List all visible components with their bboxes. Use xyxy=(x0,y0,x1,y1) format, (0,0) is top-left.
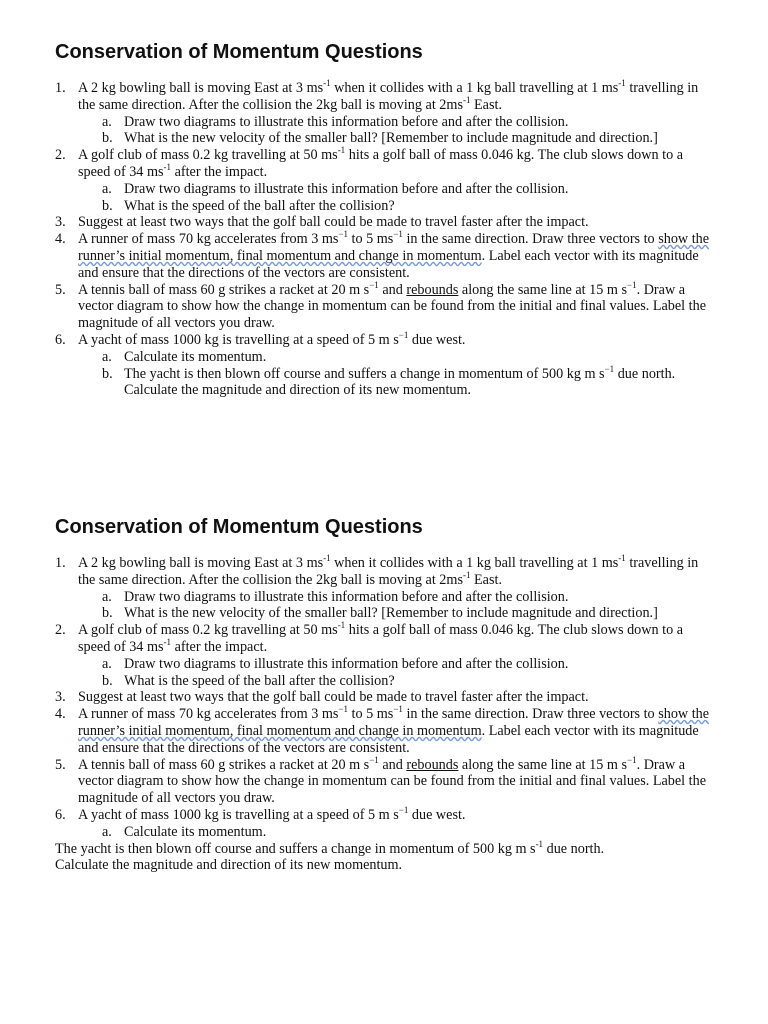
superscript: −1 xyxy=(604,363,615,374)
question-2 xyxy=(0,622,768,656)
question-text: A 2 kg bowling ball is moving East at 3 ms xyxy=(78,80,324,96)
question-text: to 5 ms xyxy=(348,231,394,248)
paragraph-text: The yacht is then blown off course and suffers a change in momentum of 500 kg m s xyxy=(55,840,536,857)
question-2b xyxy=(0,673,768,690)
question-text: hits a golf ball of mass 0.046 kg. The club slows down to a speed of 34 ms xyxy=(78,622,684,655)
question-1 xyxy=(0,80,768,114)
question-text: travelling in the same direction. After the collision the 2kg ball is moving at 2ms xyxy=(78,555,699,588)
question-text: A runner of mass 70 kg accelerates from 3 ms xyxy=(78,706,339,723)
question-5 xyxy=(0,279,768,332)
question-number: 5. xyxy=(55,281,66,298)
superscript: −1 xyxy=(369,754,379,765)
paragraph-text: due north. xyxy=(543,840,605,857)
question-text: after the impact. xyxy=(171,638,268,655)
question-4 xyxy=(0,231,768,281)
question-text: and xyxy=(378,756,407,773)
question-list xyxy=(0,555,768,874)
subquestion-letter: b. xyxy=(102,605,113,622)
subquestion-letter: b. xyxy=(102,197,113,214)
question-3 xyxy=(0,689,768,706)
subquestion-letter: a. xyxy=(102,113,112,130)
flagged-text: show the runner’s initial momentum, final momentum and change in momentum xyxy=(78,706,710,739)
question-2 xyxy=(0,147,768,181)
question-1a xyxy=(0,114,768,131)
question-2a xyxy=(0,656,768,673)
worksheet-title: Conservation of Momentum Questions xyxy=(55,516,423,538)
superscript: -1 xyxy=(462,569,471,580)
question-text: . Draw a vector diagram to show how the change in momentum can be found from the initial and final values. Label the magnitude of all vectors you draw. xyxy=(78,756,707,807)
subquestion-letter: b. xyxy=(102,365,113,382)
superscript: -1 xyxy=(462,94,471,105)
subquestion-letter: a. xyxy=(102,655,112,672)
worksheet-title: Conservation of Momentum Questions xyxy=(55,41,423,63)
subquestion-text: What is the new velocity of the smaller ball? [Remember to include magnitude and direction.] xyxy=(124,605,658,622)
superscript: -1 xyxy=(337,145,346,156)
question-text: Suggest at least two ways that the golf ball could be made to travel faster after the impact. xyxy=(78,214,589,231)
question-1b xyxy=(0,605,768,622)
subquestion-text: What is the speed of the ball after the collision? xyxy=(124,672,395,689)
question-number: 6. xyxy=(55,331,66,348)
question-text: A yacht of mass 1000 kg is travelling at a speed of 5 m s xyxy=(78,331,399,348)
question-6b xyxy=(0,363,768,400)
superscript: -1 xyxy=(323,78,331,88)
question-text: along the same line at 15 m s xyxy=(458,756,628,773)
question-text: due west. xyxy=(408,331,466,348)
question-text: Suggest at least two ways that the golf ball could be made to travel faster after the impact. xyxy=(78,689,589,706)
question-number: 4. xyxy=(55,231,66,248)
question-text: travelling in the same direction. After the collision the 2kg ball is moving at 2ms xyxy=(78,80,699,113)
question-1b xyxy=(0,130,768,147)
question-text: . Label each vector with its magnitude and ensure that the directions of the vectors are consistent. xyxy=(78,722,699,756)
superscript: −1 xyxy=(393,704,403,715)
superscript: −1 xyxy=(627,754,637,765)
question-2a xyxy=(0,181,768,198)
question-1 xyxy=(0,555,768,589)
subquestion-letter: b. xyxy=(102,672,113,689)
question-text: A tennis ball of mass 60 g strikes a racket at 20 m s xyxy=(78,756,370,773)
superscript: −1 xyxy=(398,804,409,815)
question-text: to 5 ms xyxy=(348,706,394,723)
question-2b xyxy=(0,198,768,215)
superscript: −1 xyxy=(398,329,409,340)
subquestion-text: Draw two diagrams to illustrate this information before and after the collision. xyxy=(124,655,569,672)
question-text: A runner of mass 70 kg accelerates from 3 ms xyxy=(78,231,339,248)
question-6a xyxy=(0,824,768,841)
subquestion-text: Calculate its momentum. xyxy=(124,823,267,840)
question-5 xyxy=(0,754,768,807)
question-text: along the same line at 15 m s xyxy=(458,281,628,298)
superscript: -1 xyxy=(618,553,626,563)
superscript: -1 xyxy=(163,161,172,172)
question-number: 5. xyxy=(55,756,66,773)
question-text: in the same direction. Draw three vectors to xyxy=(402,706,659,723)
subquestion-text: The yacht is then blown off course and suffers a change in momentum of 500 kg m s xyxy=(124,365,605,382)
question-list xyxy=(0,80,768,399)
question-3 xyxy=(0,214,768,231)
subquestion-text: Draw two diagrams to illustrate this information before and after the collision. xyxy=(124,588,569,605)
subquestion-text: What is the new velocity of the smaller ball? [Remember to include magnitude and direction.] xyxy=(124,130,658,147)
question-number: 4. xyxy=(55,706,66,723)
superscript: −1 xyxy=(393,229,403,240)
question-text: A tennis ball of mass 60 g strikes a racket at 20 m s xyxy=(78,281,370,298)
subquestion-letter: b. xyxy=(102,130,113,147)
question-text: A yacht of mass 1000 kg is travelling at a speed of 5 m s xyxy=(78,806,399,823)
question-text: East. xyxy=(470,96,502,113)
question-6a xyxy=(0,349,768,366)
superscript: −1 xyxy=(338,229,348,240)
question-text: A golf club of mass 0.2 kg travelling at 50 ms xyxy=(78,147,338,164)
subquestion-text: What is the speed of the ball after the collision? xyxy=(124,197,395,214)
paragraph-text: Calculate the magnitude and direction of its new momentum. xyxy=(55,857,403,874)
question-text: East. xyxy=(470,571,502,588)
superscript: -1 xyxy=(618,78,626,88)
question-text: A 2 kg bowling ball is moving East at 3 ms xyxy=(78,555,324,571)
question-text: after the impact. xyxy=(171,163,268,180)
underlined-word: rebounds xyxy=(406,756,459,773)
question-text: in the same direction. Draw three vectors to xyxy=(402,231,659,248)
question-text: hits a golf ball of mass 0.046 kg. The club slows down to a speed of 34 ms xyxy=(78,147,684,180)
trailing-paragraph xyxy=(0,838,768,875)
underlined-word: rebounds xyxy=(406,281,459,298)
question-number: 2. xyxy=(55,622,66,639)
superscript: −1 xyxy=(627,279,637,290)
question-text: . Draw a vector diagram to show how the change in momentum can be found from the initial and final values. Label the magnitude of all vectors you draw. xyxy=(78,281,707,332)
flagged-text: show the runner’s initial momentum, final momentum and change in momentum xyxy=(78,231,710,264)
question-6 xyxy=(0,329,768,349)
subquestion-text: Calculate its momentum. xyxy=(124,348,267,365)
superscript: -1 xyxy=(323,553,331,563)
superscript: -1 xyxy=(337,620,346,631)
superscript: −1 xyxy=(338,704,348,715)
question-6 xyxy=(0,804,768,824)
question-number: 6. xyxy=(55,806,66,823)
question-text: . Label each vector with its magnitude and ensure that the directions of the vectors are consistent. xyxy=(78,247,699,281)
subquestion-letter: a. xyxy=(102,823,112,840)
superscript: -1 xyxy=(535,838,544,849)
question-1a xyxy=(0,589,768,606)
subquestion-text: Draw two diagrams to illustrate this information before and after the collision. xyxy=(124,113,569,130)
question-number: 3. xyxy=(55,214,66,231)
question-text: A golf club of mass 0.2 kg travelling at 50 ms xyxy=(78,622,338,639)
question-number: 3. xyxy=(55,689,66,706)
question-number: 1. xyxy=(55,555,66,571)
question-4 xyxy=(0,706,768,756)
superscript: −1 xyxy=(369,279,379,290)
question-text: when it collides with a 1 kg ball travelling at 1 ms xyxy=(330,80,619,96)
question-number: 2. xyxy=(55,147,66,164)
question-text: and xyxy=(378,281,407,298)
question-text: when it collides with a 1 kg ball travelling at 1 ms xyxy=(330,555,619,571)
subquestion-letter: a. xyxy=(102,348,112,365)
superscript: -1 xyxy=(163,636,172,647)
subquestion-letter: a. xyxy=(102,180,112,197)
subquestion-letter: a. xyxy=(102,588,112,605)
subquestion-text: Draw two diagrams to illustrate this information before and after the collision. xyxy=(124,180,569,197)
question-text: due west. xyxy=(408,806,466,823)
subquestion-text: due north. Calculate the magnitude and direction of its new momentum. xyxy=(124,365,676,399)
question-number: 1. xyxy=(55,80,66,96)
